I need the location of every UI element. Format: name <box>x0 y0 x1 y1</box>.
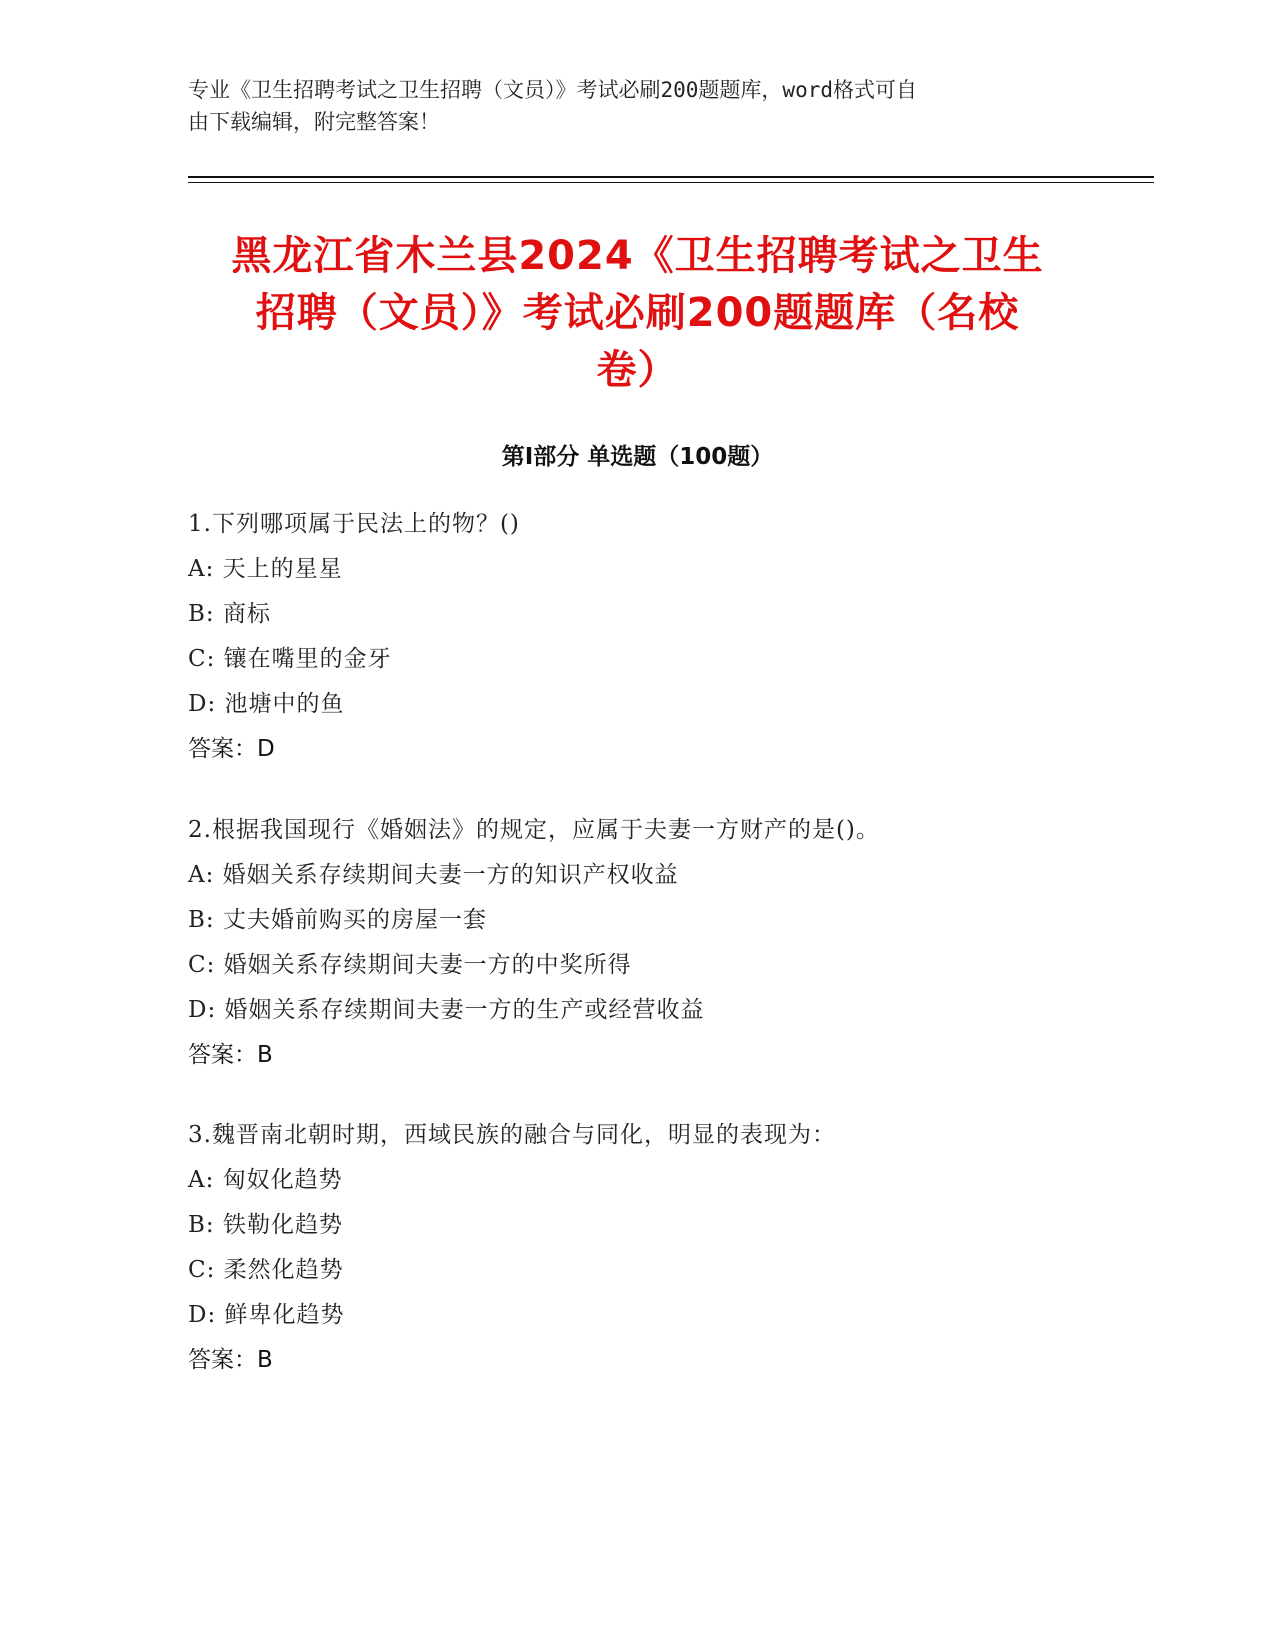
header-note-line-2: 由下载编辑，附完整答案！ <box>188 110 440 134</box>
header-divider-thin <box>188 182 1154 183</box>
option-c: C: 柔然化趋势 <box>188 1257 344 1283</box>
option-c: C: 婚姻关系存续期间夫妻一方的中奖所得 <box>188 952 632 978</box>
option-b: B: 丈夫婚前购买的房屋一套 <box>188 907 487 933</box>
document-title-line-3: 卷） <box>596 347 679 393</box>
option-a: A: 婚姻关系存续期间夫妻一方的知识产权收益 <box>188 862 679 888</box>
option-a: A: 天上的星星 <box>188 556 343 582</box>
question-stem: 2.根据我国现行《婚姻法》的规定，应属于夫妻一方财产的是()。 <box>188 817 880 843</box>
question-stem: 3.魏晋南北朝时期，西域民族的融合与同化，明显的表现为： <box>188 1122 836 1148</box>
section-heading: 第I部分 单选题（100题） <box>501 444 774 470</box>
header-divider-thick <box>188 176 1154 178</box>
question-stem: 1.下列哪项属于民法上的物？() <box>188 511 520 537</box>
option-b: B: 商标 <box>188 601 271 627</box>
option-d: D: 婚姻关系存续期间夫妻一方的生产或经营收益 <box>188 997 705 1023</box>
option-c: C: 镶在嘴里的金牙 <box>188 646 392 672</box>
answer: 答案：B <box>188 1347 273 1373</box>
question-2 <box>188 808 1148 1078</box>
answer: 答案：B <box>188 1042 273 1068</box>
document-title-line-2: 招聘（文员）》考试必刷200题题库（名校 <box>255 290 1020 336</box>
header-note <box>188 74 1068 138</box>
option-d: D: 鲜卑化趋势 <box>188 1302 345 1328</box>
question-3 <box>188 1113 1148 1383</box>
answer: 答案：D <box>188 736 275 762</box>
document-title <box>150 228 1125 399</box>
option-a: A: 匈奴化趋势 <box>188 1167 343 1193</box>
question-1 <box>188 502 1148 772</box>
option-b: B: 铁勒化趋势 <box>188 1212 343 1238</box>
option-d: D: 池塘中的鱼 <box>188 691 345 717</box>
header-note-line-1: 专业《卫生招聘考试之卫生招聘（文员）》考试必刷200题题库，word格式可自 <box>188 78 917 102</box>
document-title-line-1: 黑龙江省木兰县2024《卫生招聘考试之卫生 <box>231 233 1044 279</box>
